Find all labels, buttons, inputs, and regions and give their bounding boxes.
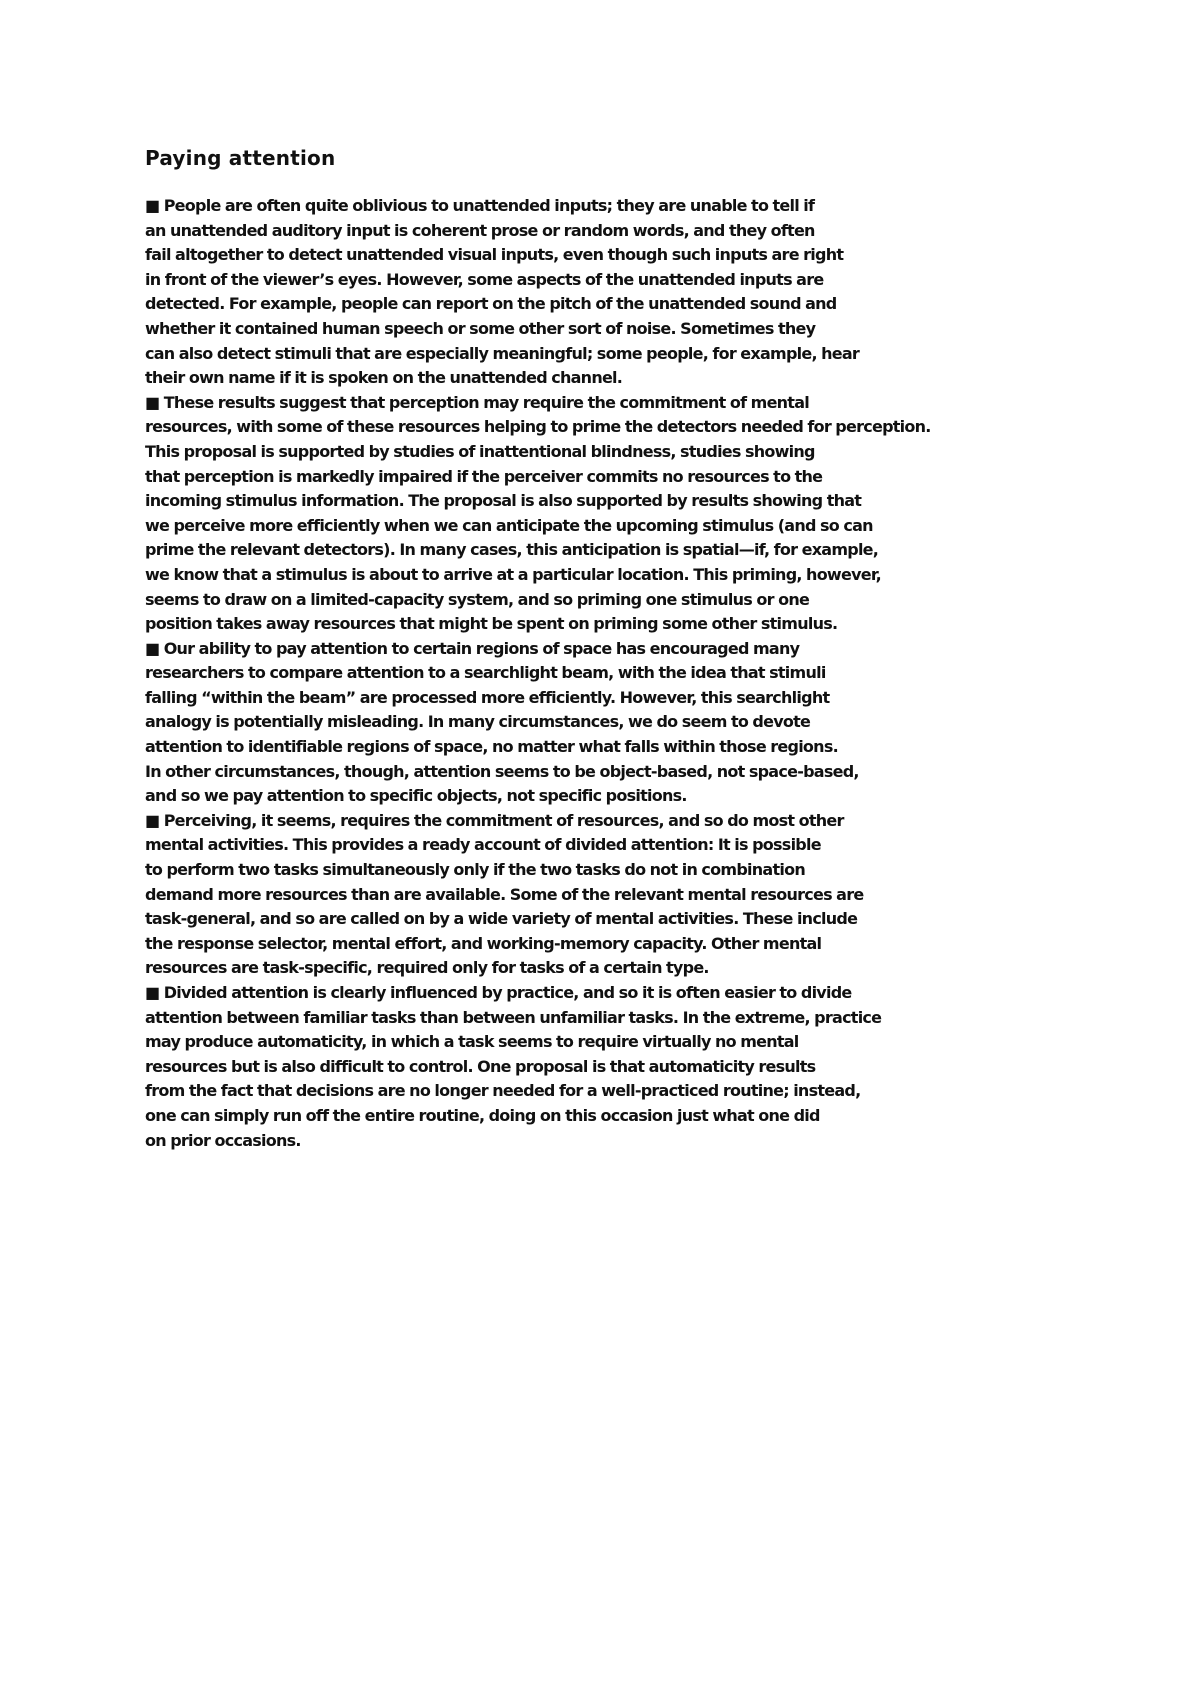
body-text-line: attention between familiar tasks than between unfamiliar tasks. In the extreme, practice (145, 1007, 882, 1027)
document-body (145, 194, 1045, 1153)
document-title: Paying attention (145, 146, 336, 170)
body-text-line: that perception is markedly impaired if the perceiver commits no resources to the (145, 466, 823, 486)
body-text-line: ■ Divided attention is clearly influenced by practice, and so it is often easier to divide (145, 983, 852, 1002)
body-text-line: demand more resources than are available. Some of the relevant mental resources are (145, 884, 864, 904)
body-text-line: fail altogether to detect unattended visual inputs, even though such inputs are right (145, 245, 844, 265)
body-text-line: can also detect stimuli that are especially meaningful; some people, for example, hear (145, 343, 860, 363)
body-text-line: from the fact that decisions are no longer needed for a well-practiced routine; instead, (145, 1081, 861, 1101)
body-text-line: falling “within the beam” are processed more efficiently. However, this searchlight (145, 687, 830, 707)
body-text-line: task-general, and so are called on by a wide variety of mental activities. These include (145, 909, 858, 929)
body-text-line: we perceive more efficiently when we can anticipate the upcoming stimulus (and so can (145, 515, 873, 535)
body-text-line: ■ People are often quite oblivious to unattended inputs; they are unable to tell if (145, 196, 815, 215)
body-text-line: researchers to compare attention to a searchlight beam, with the idea that stimuli (145, 663, 826, 683)
body-text-line: mental activities. This provides a ready account of divided attention: It is possible (145, 835, 821, 855)
body-text-line: their own name if it is spoken on the unattended channel. (145, 368, 623, 388)
body-text-line: on prior occasions. (145, 1130, 301, 1150)
body-text-line: the response selector, mental effort, and working-memory capacity. Other mental (145, 933, 822, 953)
body-text-line: attention to identifiable regions of space, no matter what falls within those regions. (145, 737, 838, 757)
body-text-line: in front of the viewer’s eyes. However, some aspects of the unattended inputs are (145, 269, 824, 289)
body-text-line: an unattended auditory input is coherent prose or random words, and they often (145, 220, 815, 240)
body-text-line: analogy is potentially misleading. In many circumstances, we do seem to devote (145, 712, 811, 732)
body-text-line: resources but is also difficult to control. One proposal is that automaticity results (145, 1056, 816, 1076)
body-text-line: seems to draw on a limited-capacity system, and so priming one stimulus or one (145, 589, 810, 609)
body-text-line: ■ Perceiving, it seems, requires the commitment of resources, and so do most other (145, 810, 844, 830)
body-text-line: This proposal is supported by studies of inattentional blindness, studies showing (145, 441, 815, 461)
body-text-line: position takes away resources that might be spent on priming some other stimulus. (145, 614, 838, 634)
body-text-line: prime the relevant detectors). In many cases, this anticipation is spatial—if, for example, (145, 540, 879, 560)
body-text-line: one can simply run off the entire routine, doing on this occasion just what one did (145, 1105, 820, 1125)
body-text-line: resources, with some of these resources helping to prime the detectors needed for perception. (145, 417, 931, 437)
body-text-line: ■ These results suggest that perception may require the commitment of mental (145, 392, 809, 412)
body-text-line: to perform two tasks simultaneously only if the two tasks do not in combination (145, 860, 805, 880)
body-text-line: and so we pay attention to specific objects, not specific positions. (145, 786, 687, 806)
body-text-line: In other circumstances, though, attention seems to be object-based, not space-based, (145, 761, 859, 781)
document-page (145, 144, 1045, 1153)
body-text-line: detected. For example, people can report on the pitch of the unattended sound and (145, 294, 837, 314)
body-text-line: may produce automaticity, in which a task seems to require virtually no mental (145, 1032, 799, 1052)
body-text-line: incoming stimulus information. The proposal is also supported by results showing that (145, 491, 862, 511)
body-text-line: whether it contained human speech or some other sort of noise. Sometimes they (145, 318, 816, 338)
body-text-line: ■ Our ability to pay attention to certain regions of space has encouraged many (145, 638, 800, 658)
body-text-line: we know that a stimulus is about to arrive at a particular location. This priming, however, (145, 564, 881, 584)
body-text-line: resources are task-specific, required only for tasks of a certain type. (145, 958, 709, 978)
